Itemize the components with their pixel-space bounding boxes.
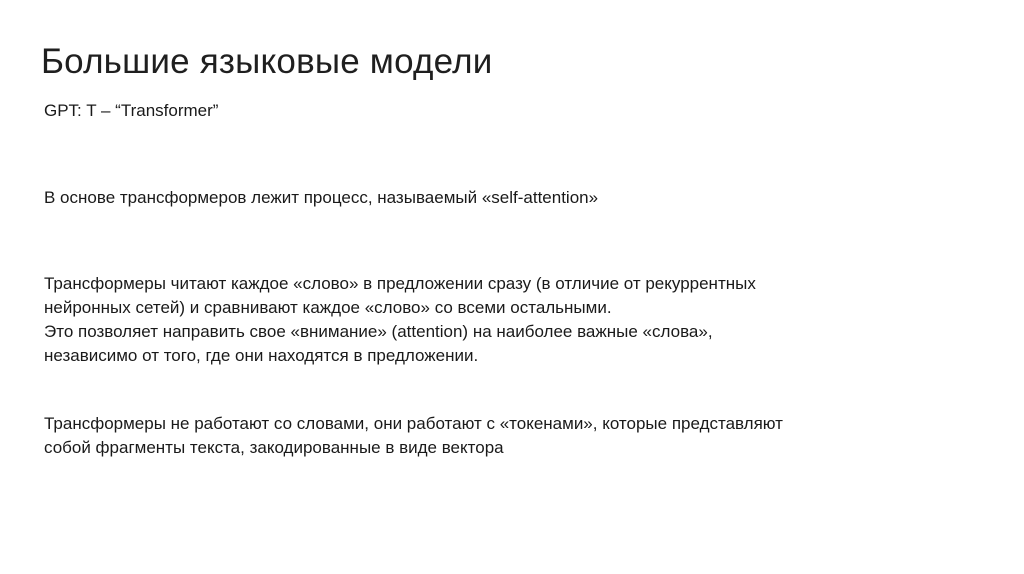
paragraph-transformers-read [44,272,756,368]
paragraph-line: GPT: T – “Transformer” [44,101,219,120]
paragraph-line: Трансформеры читают каждое «слово» в предложении сразу (в отличие от рекуррентных [44,274,756,293]
paragraph-line: независимо от того, где они находятся в предложении. [44,346,479,365]
paragraph-line: В основе трансформеров лежит процесс, называемый «self-attention» [44,188,599,207]
paragraph-line: Это позволяет направить свое «внимание» (attention) на наиболее важные «слова», [44,322,713,341]
paragraph-tokens [44,412,783,460]
paragraph-self-attention [44,186,598,210]
paragraph-line: Трансформеры не работают со словами, они работают с «токенами», которые представляют [44,414,783,433]
paragraph-gpt [44,99,218,123]
paragraph-line: собой фрагменты текста, закодированные в виде вектора [44,438,504,457]
slide-title: Большие языковые модели [41,42,493,81]
paragraph-line: нейронных сетей) и сравнивают каждое «слово» со всеми остальными. [44,298,612,317]
